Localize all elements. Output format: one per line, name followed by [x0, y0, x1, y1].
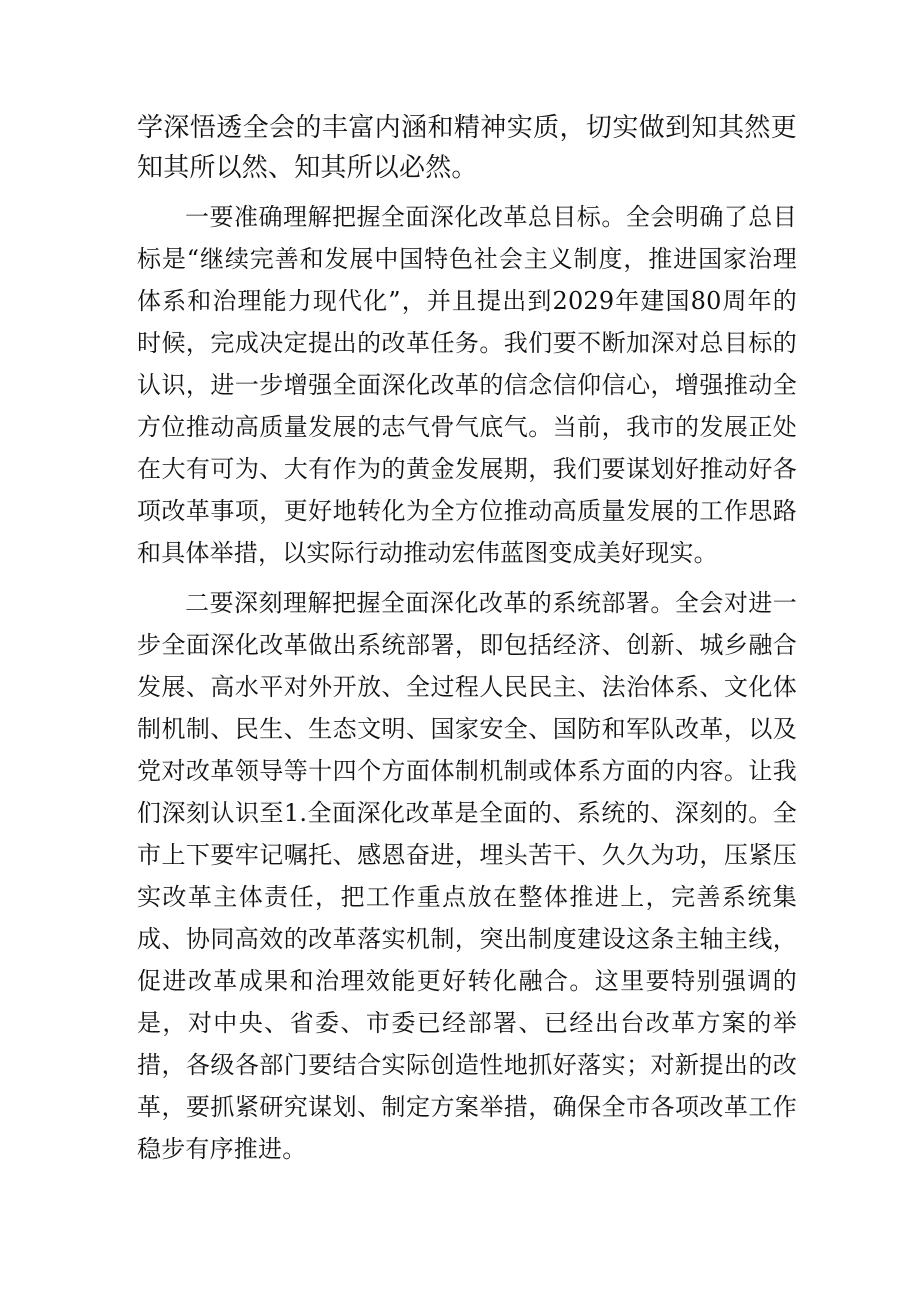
- paragraph-intro-continuation: 学深悟透全会的丰富内涵和精神实质，切实做到知其然更知其所以然、知其所以必然。: [137, 113, 797, 183]
- paragraph-gap: [137, 574, 797, 582]
- paragraph-system-deployment: 二要深刻理解把握全面深化改革的系统部署。全会对进一步全面深化改革做出系统部署，即包括经济、创新、城乡融合发展、高水平对外开放、全过程人民民主、法治体系、文化体制机制、民生、生态文明、国家安全、国防和军队改革，以及党对改革领导等十四个方面体制机制或体系方面的内容。让我们深刻认识至1.全面深化改革是全面的、系统的、深刻的。全市上下要牢记嘱托、感恩奋进，埋头苦干、久久为功，压紧压实改革主体责任，把工作重点放在整体推进上，完善系统集成、协同高效的改革落实机制，突出制度建设这条主轴主线，促进改革成果和治理效能更好转化融合。这里要特别强调的是，对中央、省委、市委已经部署、已经出台改革方案的举措，各级各部门要结合实际创造性地抓好落实；对新提出的改革，要抓紧研究谋划、制定方案举措，确保全市各项改革工作稳步有序推进。: [137, 589, 797, 1163]
- paragraph-gap: [137, 188, 797, 196]
- paragraph-overall-goal: 一要准确理解把握全面深化改革总目标。全会明确了总目标是“继续完善和发展中国特色社会主义制度，推进国家治理体系和治理能力现代化”，并且提出到2029年建国80周年的时候，完成决定提出的改革任务。我们要不断加深对总目标的认识，进一步增强全面深化改革的信念信仰信心，增强推动全方位推动高质量发展的志气骨气底气。当前，我市的发展正处在大有可为、大有作为的黄金发展期，我们要谋划好推动好各项改革事项，更好地转化为全方位推动高质量发展的工作思路和具体举措，以实际行动推动宏伟蓝图变成美好现实。: [137, 203, 797, 567]
- document-body: [137, 108, 797, 1170]
